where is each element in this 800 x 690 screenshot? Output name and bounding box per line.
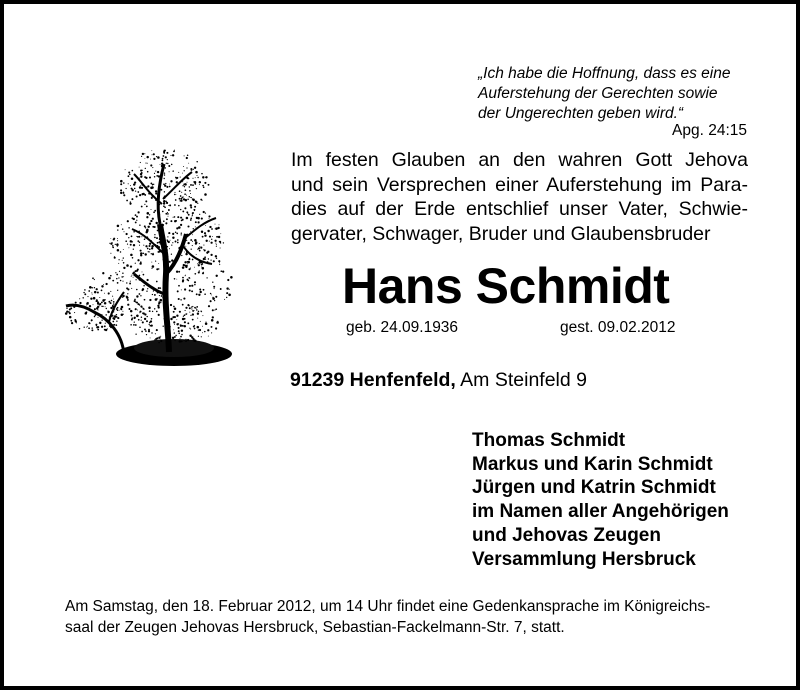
funeral-line: saal der Zeugen Jehovas Hersbruck, Sebastian-Fackelmann-Str. 7, statt.	[65, 619, 565, 636]
mourner-line: Jürgen und Katrin Schmidt	[472, 477, 716, 499]
quote-line: „Ich habe die Hoffnung, dass es eine	[478, 65, 731, 82]
bible-quote	[478, 64, 754, 124]
funeral-notice	[65, 596, 749, 638]
quote-line: der Ungerechten geben wird.“	[478, 105, 684, 122]
tree-illustration-icon	[64, 144, 264, 374]
intro-text	[291, 148, 748, 246]
intro-line: und sein Versprechen einer Auferstehung im Para-	[291, 173, 748, 196]
mourner-line: Thomas Schmidt	[472, 430, 626, 451]
birth-date: geb. 24.09.1936	[346, 319, 459, 336]
mourner-line: Markus und Karin Schmidt	[472, 453, 713, 475]
deceased-name: Hans Schmidt	[342, 258, 670, 314]
address	[290, 368, 587, 392]
quote-line: Auferstehung der Gerechten sowie	[478, 85, 718, 102]
address-street: Am Steinfeld 9	[460, 369, 587, 391]
mourners-list	[472, 429, 762, 571]
address-city: 91239 Henfenfeld,	[290, 369, 456, 391]
mourner-line: und Jehovas Zeugen	[472, 524, 661, 546]
mourner-line: Versammlung Hersbruck	[472, 548, 696, 570]
death-date: gest. 09.02.2012	[560, 319, 676, 336]
funeral-line: Am Samstag, den 18. Februar 2012, um 14 Uhr findet eine Gedenkansprache im Königreichs-	[65, 598, 711, 615]
intro-line: dies auf der Erde entschlief unser Vater, Schwie-	[291, 198, 748, 220]
quote-reference: Apg. 24:15	[672, 122, 747, 139]
intro-line: gervater, Schwager, Bruder und Glaubensbruder	[291, 222, 711, 245]
mourner-line: im Namen aller Angehörigen	[472, 501, 729, 523]
intro-line: Im festen Glauben an den wahren Gott Jehova	[291, 149, 748, 171]
